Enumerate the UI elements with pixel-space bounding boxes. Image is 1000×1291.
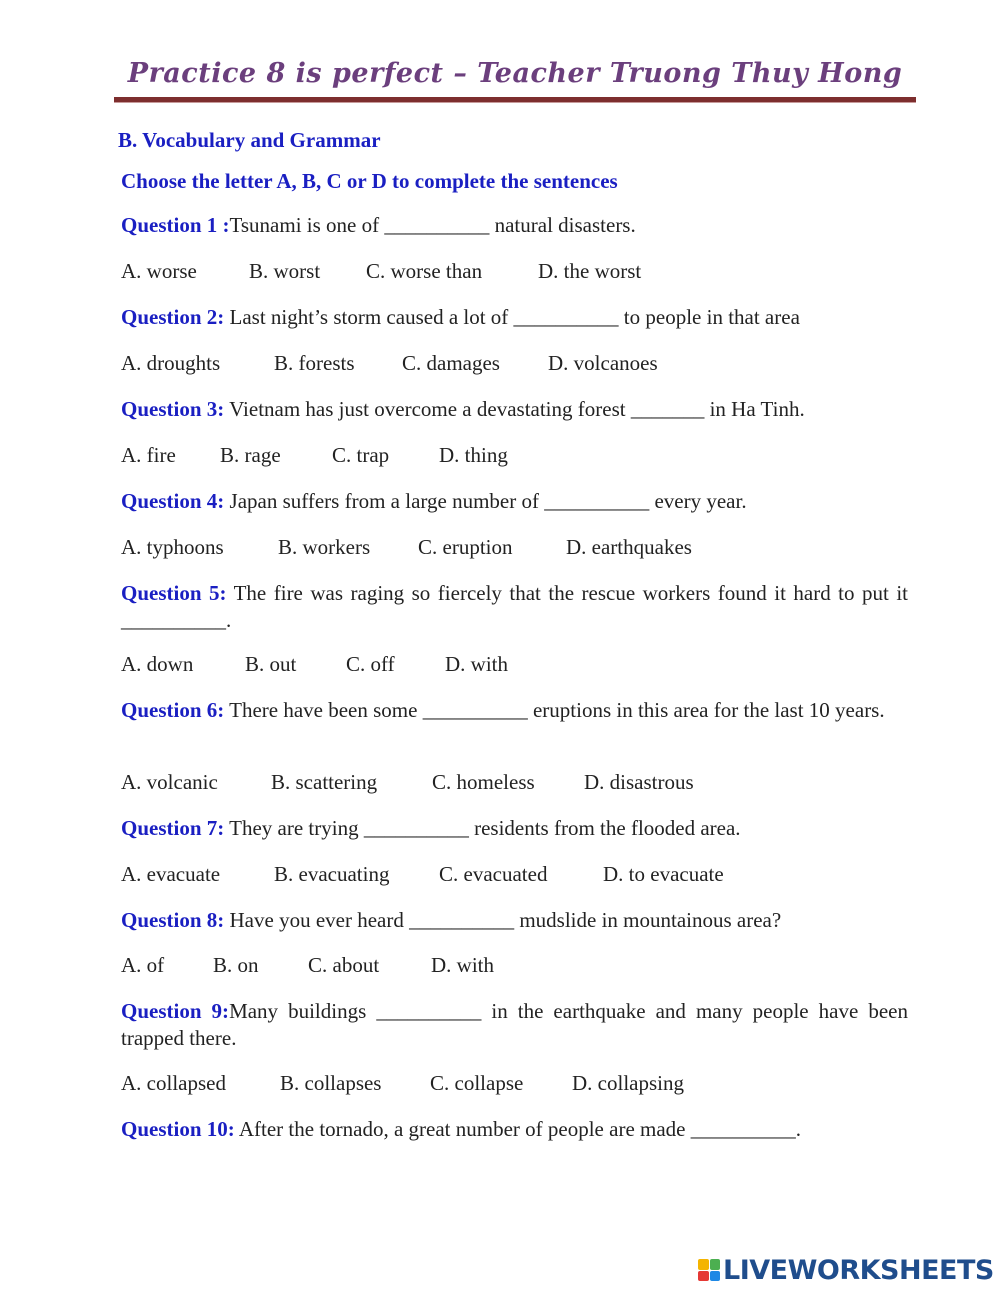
option-b[interactable]: B. on [213,953,259,977]
logo-square-icon [698,1259,709,1270]
option-b[interactable]: B. forests [274,351,355,375]
option-b[interactable]: B. workers [278,535,371,559]
option-c[interactable]: C. evacuated [439,862,548,886]
option-b[interactable]: B. scattering [271,770,378,794]
option-c[interactable]: C. off [346,652,395,676]
options-question-5 [121,652,921,680]
question-text: After the tornado, a great number of people are made __________. [234,1117,801,1141]
question-text: They are trying __________ residents from the flooded area. [224,816,741,840]
option-b[interactable]: B. rage [220,443,281,467]
option-b[interactable]: B. out [245,652,297,676]
logo-square-icon [710,1259,721,1270]
question-text: The fire was raging so fiercely that the rescue workers found it hard to put it __________. [121,581,908,632]
option-c[interactable]: C. homeless [432,770,535,794]
question-1 [121,212,908,239]
question-6 [121,697,908,724]
option-c[interactable]: C. about [308,953,380,977]
page-header-title: Practice 8 is perfect – Teacher Truong Thuy Hong [127,58,903,89]
question-label: Question 2: [121,305,225,329]
option-d[interactable]: D. to evacuate [603,862,724,886]
option-c[interactable]: C. worse than [366,259,483,283]
question-label: Question 4: [121,489,225,513]
question-label: Question 6: [121,698,225,722]
option-c[interactable]: C. eruption [418,535,513,559]
option-c[interactable]: C. trap [332,443,390,467]
option-c[interactable]: C. damages [402,351,500,375]
option-d[interactable]: D. with [445,652,508,676]
option-a[interactable]: A. droughts [121,351,221,375]
question-label: Question 5: [121,581,227,605]
option-d[interactable]: D. disastrous [584,770,694,794]
option-a[interactable]: A. typhoons [121,535,224,559]
question-label: Question 10: [121,1117,235,1141]
question-label: Question 1 : [121,213,230,237]
options-question-8 [121,953,921,981]
option-b[interactable]: B. evacuating [274,862,390,886]
question-8 [121,907,908,934]
option-a[interactable]: A. collapsed [121,1071,226,1095]
question-5 [121,580,908,634]
question-text: Tsunami is one of __________ natural disasters. [229,213,636,237]
option-d[interactable]: D. thing [439,443,508,467]
question-10 [121,1116,908,1143]
options-question-4 [121,535,921,563]
option-b[interactable]: B. worst [249,259,321,283]
logo-square-icon [698,1271,709,1282]
question-2 [121,304,908,331]
option-a[interactable]: A. of [121,953,165,977]
header-divider [114,97,916,103]
question-text: Have you ever heard __________ mudslide in mountainous area? [224,908,782,932]
option-d[interactable]: D. the worst [538,259,642,283]
option-a[interactable]: A. volcanic [121,770,218,794]
options-question-7 [121,862,921,890]
liveworksheets-logo-icon [698,1259,720,1281]
question-3 [121,396,908,423]
logo-square-icon [710,1271,721,1282]
section-heading: B. Vocabulary and Grammar [118,128,381,152]
options-question-9 [121,1071,921,1099]
question-7 [121,815,908,842]
question-text: Japan suffers from a large number of __________ every year. [224,489,747,513]
option-d[interactable]: D. volcanoes [548,351,658,375]
question-label: Question 8: [121,908,225,932]
question-text: There have been some __________ eruptions in this area for the last 10 years. [224,698,885,722]
question-label: Question 7: [121,816,225,840]
option-b[interactable]: B. collapses [280,1071,382,1095]
instruction-text: Choose the letter A, B, C or D to complete the sentences [121,169,618,193]
question-label: Question 3: [121,397,225,421]
option-a[interactable]: A. evacuate [121,862,221,886]
option-d[interactable]: D. earthquakes [566,535,692,559]
question-text: Vietnam has just overcome a devastating forest _______ in Ha Tinh. [224,397,805,421]
option-d[interactable]: D. with [431,953,494,977]
option-a[interactable]: A. down [121,652,194,676]
question-label: Question 9: [121,999,230,1023]
option-c[interactable]: C. collapse [430,1071,524,1095]
option-a[interactable]: A. worse [121,259,197,283]
option-d[interactable]: D. collapsing [572,1071,684,1095]
option-a[interactable]: A. fire [121,443,176,467]
options-question-3 [121,443,921,471]
liveworksheets-logo [698,1255,994,1285]
options-question-2 [121,351,921,379]
liveworksheets-logo-text: LIVEWORKSHEETS [723,1254,994,1286]
question-4 [121,488,908,515]
question-9 [121,998,908,1052]
options-question-1 [121,259,921,287]
question-text: Last night’s storm caused a lot of __________ to people in that area [224,305,800,329]
question-text: Many buildings __________ in the earthquake and many people have been trapped there. [121,999,908,1050]
options-question-6 [121,770,921,798]
